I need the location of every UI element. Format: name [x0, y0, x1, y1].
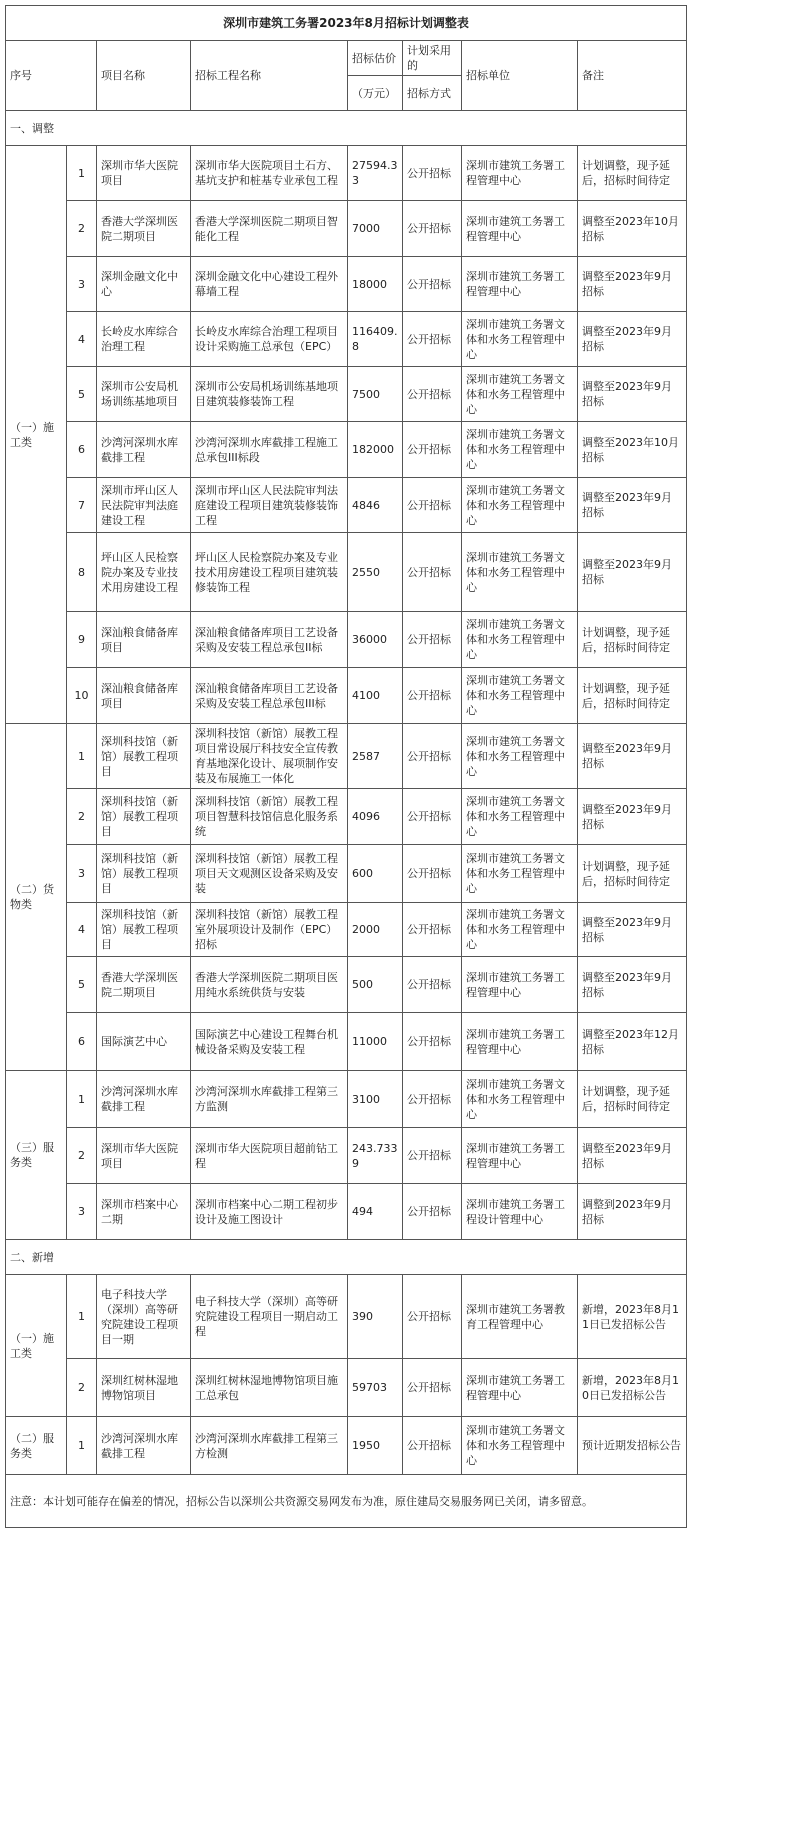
table-row	[6, 201, 687, 257]
table-row	[6, 367, 687, 422]
row-number: 2	[67, 1359, 97, 1417]
project-name: 坪山区人民检察院办案及专业技术用房建设工程	[97, 533, 191, 612]
tender-unit: 深圳市建筑工务署工程管理中心	[462, 201, 578, 257]
tender-name: 深圳科技馆（新馆）展教工程项目智慧科技馆信息化服务系统	[191, 789, 348, 845]
table-row	[6, 789, 687, 845]
estimate-value: 600	[348, 845, 403, 903]
table-row	[6, 533, 687, 612]
row-number: 1	[67, 724, 97, 789]
header-tender: 招标工程名称	[191, 41, 348, 111]
row-number: 2	[67, 1128, 97, 1184]
estimate-value: 1950	[348, 1417, 403, 1475]
row-number: 9	[67, 612, 97, 668]
tender-method: 公开招标	[403, 903, 462, 957]
tender-method: 公开招标	[403, 612, 462, 668]
tender-unit: 深圳市建筑工务署文体和水务工程管理中心	[462, 668, 578, 724]
estimate-value: 390	[348, 1275, 403, 1359]
estimate-value: 182000	[348, 422, 403, 478]
project-name: 深汕粮食储备库项目	[97, 612, 191, 668]
category-cell: （三）服务类	[6, 1071, 67, 1240]
tender-name: 深圳科技馆（新馆）展教工程项目天文观测区设备采购及安装	[191, 845, 348, 903]
tender-plan-sheet	[5, 5, 686, 1815]
tender-name: 香港大学深圳医院二期项目智能化工程	[191, 201, 348, 257]
row-number: 4	[67, 903, 97, 957]
header-project: 项目名称	[97, 41, 191, 111]
tender-unit: 深圳市建筑工务署文体和水务工程管理中心	[462, 367, 578, 422]
estimate-value: 11000	[348, 1013, 403, 1071]
table-row	[6, 845, 687, 903]
tender-method: 公开招标	[403, 668, 462, 724]
tender-method: 公开招标	[403, 1128, 462, 1184]
project-name: 深圳科技馆（新馆）展教工程项目	[97, 903, 191, 957]
tender-unit: 深圳市建筑工务署文体和水务工程管理中心	[462, 903, 578, 957]
project-name: 长岭皮水库综合治理工程	[97, 312, 191, 367]
tender-name: 香港大学深圳医院二期项目医用纯水系统供货与安装	[191, 957, 348, 1013]
header-method: 计划采用的	[403, 41, 462, 76]
estimate-value: 4100	[348, 668, 403, 724]
tender-method: 公开招标	[403, 1071, 462, 1128]
tender-name: 国际演艺中心建设工程舞台机械设备采购及安装工程	[191, 1013, 348, 1071]
project-name: 深圳科技馆（新馆）展教工程项目	[97, 789, 191, 845]
project-name: 香港大学深圳医院二期项目	[97, 957, 191, 1013]
tender-unit: 深圳市建筑工务署教育工程管理中心	[462, 1275, 578, 1359]
tender-unit: 深圳市建筑工务署文体和水务工程管理中心	[462, 612, 578, 668]
tender-method: 公开招标	[403, 1417, 462, 1475]
row-number: 8	[67, 533, 97, 612]
section-row	[6, 1240, 687, 1275]
category-cell: （一）施工类	[6, 146, 67, 724]
tender-method: 公开招标	[403, 724, 462, 789]
category-cell: （二）货物类	[6, 724, 67, 1071]
section-label: 一、调整	[6, 111, 687, 146]
project-name: 深圳科技馆（新馆）展教工程项目	[97, 724, 191, 789]
project-name: 深圳红树林湿地博物馆项目	[97, 1359, 191, 1417]
row-number: 5	[67, 957, 97, 1013]
project-name: 香港大学深圳医院二期项目	[97, 201, 191, 257]
tender-unit: 深圳市建筑工务署文体和水务工程管理中心	[462, 789, 578, 845]
row-number: 6	[67, 422, 97, 478]
remark: 计划调整，现予延后，招标时间待定	[578, 146, 687, 201]
estimate-value: 3100	[348, 1071, 403, 1128]
tender-unit: 深圳市建筑工务署工程管理中心	[462, 1128, 578, 1184]
remark: 调整至2023年9月招标	[578, 903, 687, 957]
tender-name: 深汕粮食储备库项目工艺设备采购及安装工程总承包III标	[191, 668, 348, 724]
tender-name: 深圳金融文化中心建设工程外幕墙工程	[191, 257, 348, 312]
remark: 计划调整，现予延后，招标时间待定	[578, 612, 687, 668]
tender-unit: 深圳市建筑工务署文体和水务工程管理中心	[462, 845, 578, 903]
row-number: 2	[67, 201, 97, 257]
table-row	[6, 1359, 687, 1417]
tender-unit: 深圳市建筑工务署工程管理中心	[462, 146, 578, 201]
tender-unit: 深圳市建筑工务署工程管理中心	[462, 1359, 578, 1417]
category-cell: （一）施工类	[6, 1275, 67, 1417]
tender-unit: 深圳市建筑工务署工程管理中心	[462, 1013, 578, 1071]
project-name: 沙湾河深圳水库截排工程	[97, 422, 191, 478]
tender-unit: 深圳市建筑工务署文体和水务工程管理中心	[462, 1071, 578, 1128]
remark: 新增，2023年8月10日已发招标公告	[578, 1359, 687, 1417]
row-number: 10	[67, 668, 97, 724]
tender-unit: 深圳市建筑工务署文体和水务工程管理中心	[462, 312, 578, 367]
row-number: 3	[67, 257, 97, 312]
estimate-value: 4846	[348, 478, 403, 533]
tender-unit: 深圳市建筑工务署文体和水务工程管理中心	[462, 1417, 578, 1475]
tender-method: 公开招标	[403, 146, 462, 201]
estimate-value: 7000	[348, 201, 403, 257]
estimate-value: 36000	[348, 612, 403, 668]
tender-method: 公开招标	[403, 1013, 462, 1071]
table-row	[6, 146, 687, 201]
remark: 调整至2023年10月招标	[578, 422, 687, 478]
category-cell: （二）服务类	[6, 1417, 67, 1475]
tender-unit: 深圳市建筑工务署文体和水务工程管理中心	[462, 533, 578, 612]
remark: 计划调整，现予延后，招标时间待定	[578, 668, 687, 724]
remark: 调整至2023年9月招标	[578, 312, 687, 367]
project-name: 深圳市华大医院项目	[97, 1128, 191, 1184]
project-name: 沙湾河深圳水库截排工程	[97, 1071, 191, 1128]
project-name: 国际演艺中心	[97, 1013, 191, 1071]
row-number: 3	[67, 845, 97, 903]
header-estimate-unit: （万元）	[348, 76, 403, 111]
table-row	[6, 1184, 687, 1240]
tender-unit: 深圳市建筑工务署文体和水务工程管理中心	[462, 478, 578, 533]
estimate-value: 27594.33	[348, 146, 403, 201]
project-name: 电子科技大学（深圳）高等研究院建设工程项目一期	[97, 1275, 191, 1359]
remark: 计划调整，现予延后，招标时间待定	[578, 845, 687, 903]
tender-name: 深圳市坪山区人民法院审判法庭建设工程项目建筑装修装饰工程	[191, 478, 348, 533]
project-name: 深圳市公安局机场训练基地项目	[97, 367, 191, 422]
header-remark: 备注	[578, 41, 687, 111]
tender-method: 公开招标	[403, 957, 462, 1013]
table-title: 深圳市建筑工务署2023年8月招标计划调整表	[6, 6, 687, 41]
tender-method: 公开招标	[403, 257, 462, 312]
tender-name: 深圳市档案中心二期工程初步设计及施工图设计	[191, 1184, 348, 1240]
tender-method: 公开招标	[403, 1184, 462, 1240]
note-row	[6, 1475, 687, 1528]
tender-unit: 深圳市建筑工务署工程管理中心	[462, 257, 578, 312]
remark: 调整到2023年9月招标	[578, 1184, 687, 1240]
project-name: 深圳市华大医院项目	[97, 146, 191, 201]
remark: 调整至2023年12月招标	[578, 1013, 687, 1071]
row-number: 5	[67, 367, 97, 422]
remark: 预计近期发招标公告	[578, 1417, 687, 1475]
header-estimate: 招标估价	[348, 41, 403, 76]
estimate-value: 2550	[348, 533, 403, 612]
tender-method: 公开招标	[403, 312, 462, 367]
tender-method: 公开招标	[403, 789, 462, 845]
tender-name: 深圳市公安局机场训练基地项目建筑装修装饰工程	[191, 367, 348, 422]
row-number: 7	[67, 478, 97, 533]
table-row	[6, 612, 687, 668]
estimate-value: 7500	[348, 367, 403, 422]
tender-name: 深圳市华大医院项目超前钻工程	[191, 1128, 348, 1184]
tender-name: 深圳市华大医院项目土石方、基坑支护和桩基专业承包工程	[191, 146, 348, 201]
table-row	[6, 1013, 687, 1071]
tender-method: 公开招标	[403, 1359, 462, 1417]
remark: 调整至2023年9月招标	[578, 367, 687, 422]
footnote: 注意：本计划可能存在偏差的情况，招标公告以深圳公共资源交易网发布为准，原住建局交易服务网已关闭，请多留意。	[6, 1475, 687, 1528]
tender-plan-table	[5, 5, 687, 1528]
remark: 调整至2023年9月招标	[578, 478, 687, 533]
table-row	[6, 312, 687, 367]
tender-name: 沙湾河深圳水库截排工程施工总承包III标段	[191, 422, 348, 478]
estimate-value: 116409.8	[348, 312, 403, 367]
row-number: 2	[67, 789, 97, 845]
table-row	[6, 724, 687, 789]
tender-name: 深圳科技馆（新馆）展教工程室外展项设计及制作（EPC）招标	[191, 903, 348, 957]
section-label: 二、新增	[6, 1240, 687, 1275]
row-number: 1	[67, 1275, 97, 1359]
tender-name: 沙湾河深圳水库截排工程第三方监测	[191, 1071, 348, 1128]
project-name: 沙湾河深圳水库截排工程	[97, 1417, 191, 1475]
table-row	[6, 1275, 687, 1359]
remark: 调整至2023年9月招标	[578, 789, 687, 845]
remark: 调整至2023年9月招标	[578, 957, 687, 1013]
estimate-value: 18000	[348, 257, 403, 312]
remark: 调整至2023年9月招标	[578, 1128, 687, 1184]
section-row	[6, 111, 687, 146]
tender-method: 公开招标	[403, 533, 462, 612]
project-name: 深汕粮食储备库项目	[97, 668, 191, 724]
project-name: 深圳市档案中心二期	[97, 1184, 191, 1240]
remark: 调整至2023年9月招标	[578, 257, 687, 312]
estimate-value: 243.7339	[348, 1128, 403, 1184]
header-seq: 序号	[6, 41, 97, 111]
estimate-value: 59703	[348, 1359, 403, 1417]
tender-name: 坪山区人民检察院办案及专业技术用房建设工程项目建筑装修装饰工程	[191, 533, 348, 612]
table-row	[6, 422, 687, 478]
tender-name: 长岭皮水库综合治理工程项目设计采购施工总承包（EPC）	[191, 312, 348, 367]
table-row	[6, 478, 687, 533]
tender-method: 公开招标	[403, 1275, 462, 1359]
table-row	[6, 257, 687, 312]
row-number: 3	[67, 1184, 97, 1240]
table-row	[6, 903, 687, 957]
header-unit: 招标单位	[462, 41, 578, 111]
tender-method: 公开招标	[403, 367, 462, 422]
tender-name: 沙湾河深圳水库截排工程第三方检测	[191, 1417, 348, 1475]
estimate-value: 494	[348, 1184, 403, 1240]
remark: 计划调整，现予延后，招标时间待定	[578, 1071, 687, 1128]
tender-unit: 深圳市建筑工务署工程设计管理中心	[462, 1184, 578, 1240]
row-number: 4	[67, 312, 97, 367]
row-number: 6	[67, 1013, 97, 1071]
tender-name: 电子科技大学（深圳）高等研究院建设工程项目一期启动工程	[191, 1275, 348, 1359]
table-row	[6, 957, 687, 1013]
tender-method: 公开招标	[403, 422, 462, 478]
tender-name: 深圳科技馆（新馆）展教工程项目常设展厅科技安全宣传教育基地深化设计、展项制作安装及布展施工一体化	[191, 724, 348, 789]
header-method-line2: 招标方式	[403, 76, 462, 111]
tender-method: 公开招标	[403, 478, 462, 533]
tender-unit: 深圳市建筑工务署工程管理中心	[462, 957, 578, 1013]
table-row	[6, 1128, 687, 1184]
row-number: 1	[67, 146, 97, 201]
row-number: 1	[67, 1417, 97, 1475]
row-number: 1	[67, 1071, 97, 1128]
remark: 调整至2023年10月招标	[578, 201, 687, 257]
project-name: 深圳科技馆（新馆）展教工程项目	[97, 845, 191, 903]
table-row	[6, 1417, 687, 1475]
estimate-value: 2587	[348, 724, 403, 789]
project-name: 深圳市坪山区人民法院审判法庭建设工程	[97, 478, 191, 533]
estimate-value: 4096	[348, 789, 403, 845]
tender-method: 公开招标	[403, 845, 462, 903]
project-name: 深圳金融文化中心	[97, 257, 191, 312]
estimate-value: 2000	[348, 903, 403, 957]
table-row	[6, 668, 687, 724]
tender-name: 深汕粮食储备库项目工艺设备采购及安装工程总承包II标	[191, 612, 348, 668]
estimate-value: 500	[348, 957, 403, 1013]
tender-unit: 深圳市建筑工务署文体和水务工程管理中心	[462, 724, 578, 789]
remark: 调整至2023年9月招标	[578, 533, 687, 612]
table-row	[6, 1071, 687, 1128]
remark: 调整至2023年9月招标	[578, 724, 687, 789]
tender-method: 公开招标	[403, 201, 462, 257]
tender-name: 深圳红树林湿地博物馆项目施工总承包	[191, 1359, 348, 1417]
remark: 新增，2023年8月11日已发招标公告	[578, 1275, 687, 1359]
tender-unit: 深圳市建筑工务署文体和水务工程管理中心	[462, 422, 578, 478]
